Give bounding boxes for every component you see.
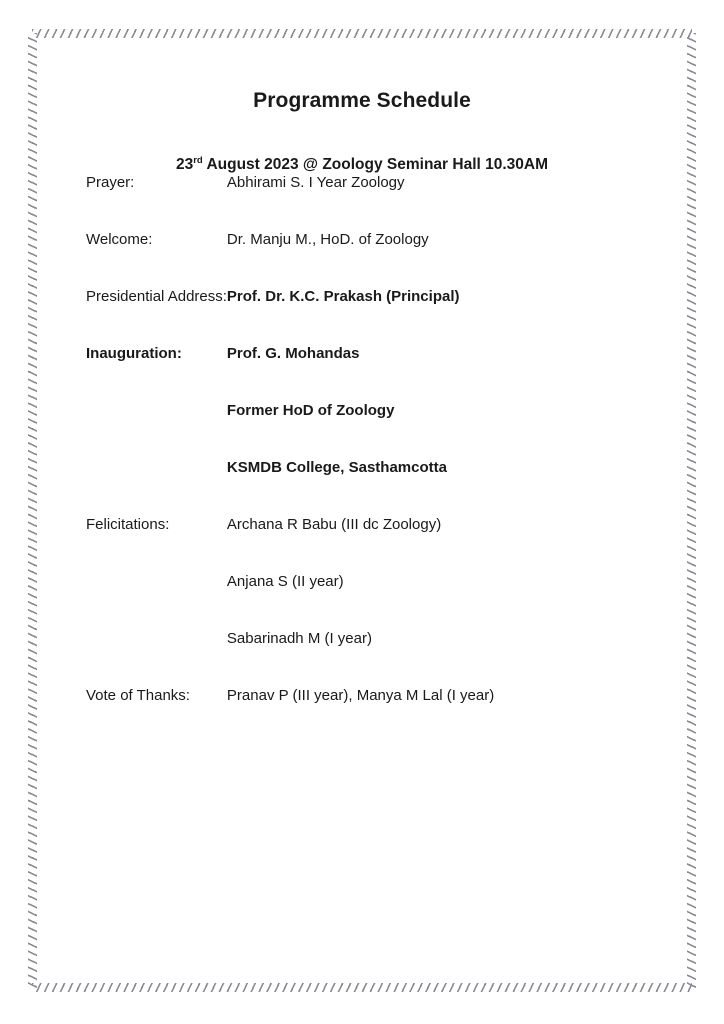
schedule-item-label <box>0 459 227 516</box>
schedule-item-label <box>0 402 227 459</box>
programme-schedule-table <box>0 174 724 744</box>
programme-schedule-rows <box>0 174 724 744</box>
table-row <box>0 174 724 231</box>
schedule-item-label: Inauguration: <box>86 345 182 362</box>
schedule-item-value: Anjana S (II year) <box>226 573 344 590</box>
event-datetime-rest: August 2023 @ Zoology Seminar Hall 10.30AM <box>202 156 549 173</box>
schedule-item-value: Dr. Manju M., HoD. of Zoology <box>226 231 429 248</box>
table-row <box>0 630 724 687</box>
event-day-ordinal: rd <box>193 154 203 166</box>
table-row <box>0 687 724 744</box>
schedule-item-label: Presidential Address: <box>86 288 227 305</box>
schedule-item-value: Sabarinadh M (I year) <box>226 630 372 647</box>
page-border-bottom <box>32 983 692 992</box>
schedule-item-label: Prayer: <box>86 174 135 191</box>
schedule-item-label: Welcome: <box>86 231 153 248</box>
event-datetime-venue <box>0 113 724 174</box>
schedule-item-value: Prof. Dr. K.C. Prakash (Principal) <box>226 288 460 305</box>
schedule-item-label <box>0 573 227 630</box>
table-row <box>0 345 724 402</box>
schedule-item-value: Former HoD of Zoology <box>226 402 395 419</box>
table-row <box>0 573 724 630</box>
schedule-item-value: Prof. G. Mohandas <box>226 345 360 362</box>
table-row <box>0 288 724 345</box>
schedule-item-label <box>0 630 227 687</box>
schedule-item-value: Pranav P (III year), Manya M Lal (I year) <box>226 687 495 704</box>
event-day: 23 <box>175 156 194 173</box>
schedule-item-value: KSMDB College, Sasthamcotta <box>226 459 447 476</box>
table-row <box>0 231 724 288</box>
schedule-item-label: Vote of Thanks: <box>86 687 190 704</box>
table-row <box>0 516 724 573</box>
schedule-item-value: Archana R Babu (III dc Zoology) <box>226 516 442 533</box>
table-row <box>0 459 724 516</box>
schedule-item-label: Felicitations: <box>86 516 170 533</box>
page-title: Programme Schedule <box>253 89 471 112</box>
schedule-item-value: Abhirami S. I Year Zoology <box>226 174 405 191</box>
table-row <box>0 402 724 459</box>
